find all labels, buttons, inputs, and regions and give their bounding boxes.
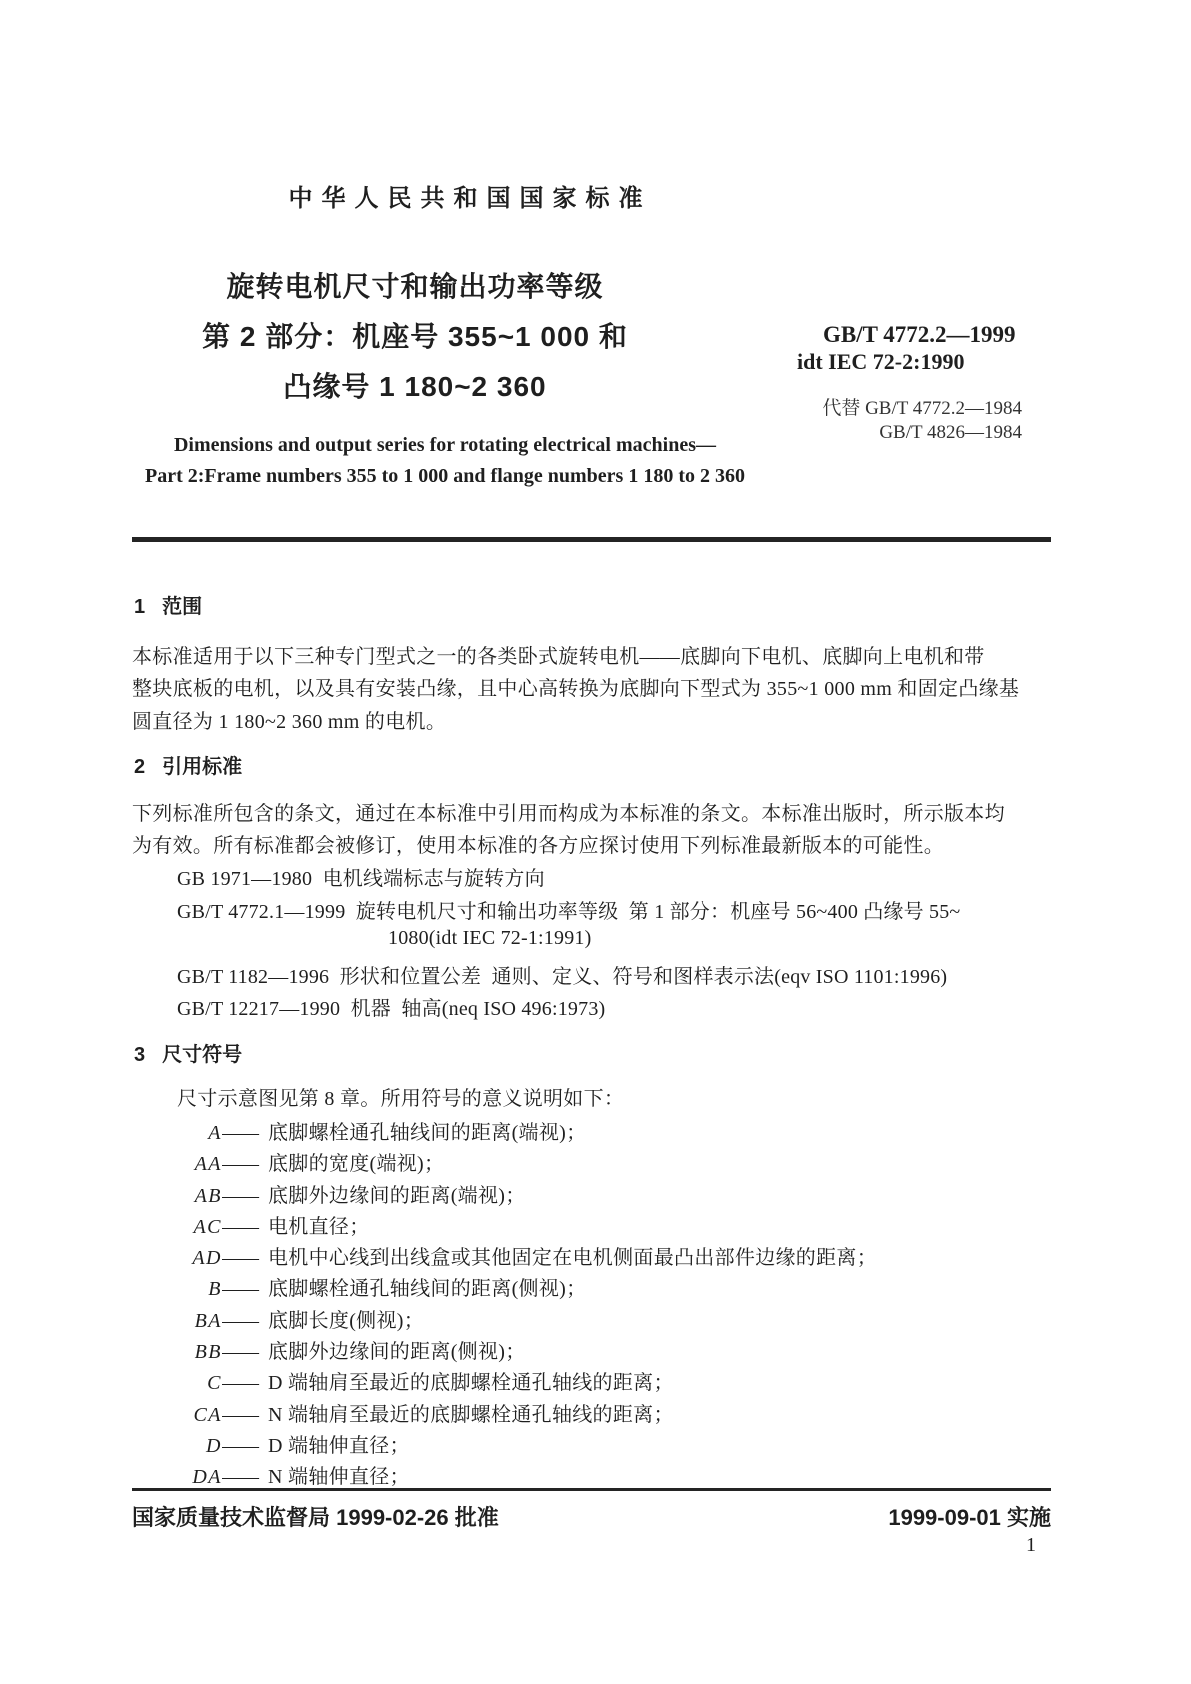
- symbol-dash: ——: [222, 1278, 256, 1301]
- section-1-title: 范围: [162, 596, 203, 618]
- reference-entry: GB/T 4772.1—1999 旋转电机尺寸和输出功率等级 第 1 部分：机座号 56~400 凸缘号 55~: [177, 900, 961, 923]
- section-2-paragraph: [132, 797, 1053, 862]
- symbol-dash: ——: [222, 1184, 256, 1207]
- symbol-dash: ——: [222, 1466, 256, 1489]
- section-2-heading: [134, 750, 242, 779]
- symbol-definition: [132, 1460, 1053, 1491]
- section-3-heading: [134, 1038, 242, 1067]
- standard-title-chinese: [90, 262, 740, 412]
- section-3-number: 3: [134, 1044, 146, 1066]
- replaces-block: [822, 397, 1022, 445]
- section-1-number: 1: [134, 596, 146, 618]
- replaces-line-1: 代替 GB/T 4772.2—1984: [822, 398, 1022, 419]
- symbol-list-intro: 尺寸示意图见第 8 章。所用符号的意义说明如下：: [177, 1088, 625, 1110]
- paragraph-line: 为有效。所有标准都会被修订，使用本标准的各方应探讨使用下列标准最新版本的可能性。: [132, 835, 944, 858]
- section-1-paragraph: [132, 640, 1053, 737]
- paragraph-line: 下列标准所包含的条文，通过在本标准中引用而构成为本标准的条文。本标准出版时，所示版本均: [132, 803, 1005, 825]
- section-2-number: 2: [134, 756, 146, 778]
- reference-entry: GB 1971—1980 电机线端标志与旋转方向: [177, 868, 545, 890]
- reference-entry: GB/T 12217—1990 机器 轴高(neq ISO 496:1973): [177, 998, 606, 1020]
- symbol-definition: [132, 1147, 1053, 1178]
- approval-note: 国家质量技术监督局 1999-02-26 批准: [132, 1505, 499, 1530]
- symbol-letter: B: [208, 1278, 222, 1301]
- national-standard-label: 中华人民共和国国家标准: [288, 185, 652, 212]
- symbol-definition: [132, 1210, 1053, 1241]
- title-en-line-2: Part 2:Frame numbers 355 to 1 000 and flange numbers 1 180 to 2 360: [145, 465, 745, 487]
- section-1-heading: [134, 590, 202, 619]
- symbol-dash: ——: [222, 1122, 256, 1144]
- reference-entry: GB/T 1182—1996 形状和位置公差 通则、定义、符号和图样表示法(eqv ISO 1101:1996): [177, 965, 948, 988]
- reference-list: [132, 862, 1053, 1025]
- symbol-definition: [132, 1272, 1053, 1303]
- symbol-letter: BA: [194, 1309, 222, 1332]
- symbol-definition: [132, 1241, 1053, 1272]
- footer-divider-rule: [132, 1488, 1051, 1491]
- symbol-description: N 端轴伸直径；: [268, 1466, 410, 1489]
- symbol-letter: DA: [192, 1466, 222, 1489]
- symbol-definition: [132, 1429, 1053, 1460]
- symbol-dash: ——: [222, 1247, 256, 1270]
- symbol-dash: ——: [222, 1153, 256, 1176]
- symbol-definition: [132, 1335, 1053, 1366]
- title-cn-line-2: 第 2 部分：机座号 355~1 000 和: [202, 321, 628, 352]
- symbol-dash: ——: [222, 1341, 256, 1364]
- paragraph-line: 本标准适用于以下三种专门型式之一的各类卧式旋转电机——底脚向下电机、底脚向上电机和带: [132, 646, 985, 668]
- symbol-description: D 端轴伸直径；: [268, 1434, 410, 1457]
- title-cn-line-3: 凸缘号 1 180~2 360: [283, 371, 547, 402]
- page-number: 1: [1026, 1534, 1036, 1556]
- symbol-letter: AD: [192, 1247, 222, 1270]
- idt-code: idt IEC 72-2:1990: [797, 349, 965, 374]
- symbol-letter: C: [207, 1372, 222, 1395]
- symbol-letter: AA: [194, 1153, 222, 1176]
- title-en-line-1: Dimensions and output series for rotating electrical machines—: [173, 434, 716, 456]
- symbol-definition: [132, 1366, 1053, 1397]
- symbol-letter: A: [208, 1122, 222, 1144]
- section-2-title: 引用标准: [162, 756, 243, 778]
- symbol-definition: [132, 1116, 1053, 1147]
- symbol-letter: BB: [194, 1341, 222, 1364]
- section-3-title: 尺寸符号: [162, 1044, 243, 1066]
- symbol-dash: ——: [222, 1372, 256, 1395]
- symbol-definition-list: [132, 1116, 1053, 1492]
- reference-entry: 1080(idt IEC 72-1:1991): [388, 927, 592, 949]
- paragraph-line: 圆直径为 1 180~2 360 mm 的电机。: [132, 710, 447, 733]
- symbol-dash: ——: [222, 1403, 256, 1426]
- symbol-dash: ——: [222, 1215, 256, 1238]
- symbol-description: D 端轴肩至最近的底脚螺栓通孔轴线的距离；: [268, 1372, 674, 1395]
- symbol-description: 底脚的宽度(端视)；: [268, 1153, 445, 1176]
- symbol-letter: CA: [193, 1403, 222, 1426]
- symbol-description: 底脚外边缘间的距离(端视)；: [268, 1184, 526, 1207]
- symbol-description: 底脚螺栓通孔轴线间的距离(侧视)；: [268, 1278, 587, 1301]
- symbol-dash: ——: [222, 1434, 256, 1457]
- symbol-definition: [132, 1398, 1053, 1429]
- symbol-letter: AB: [194, 1184, 222, 1207]
- symbol-description: 底脚外边缘间的距离(侧视)；: [268, 1341, 526, 1364]
- replaces-line-2: GB/T 4826—1984: [879, 422, 1022, 443]
- symbol-description: N 端轴肩至最近的底脚螺栓通孔轴线的距离；: [268, 1403, 674, 1426]
- symbol-description: 电机直径；: [268, 1215, 370, 1238]
- symbol-definition: [132, 1304, 1053, 1335]
- paragraph-line: 整块底板的电机，以及具有安装凸缘，且中心高转换为底脚向下型式为 355~1 000 mm 和固定凸缘基: [132, 678, 1020, 701]
- symbol-letter: AC: [193, 1215, 222, 1238]
- title-cn-line-1: 旋转电机尺寸和输出功率等级: [226, 271, 604, 302]
- implementation-note: 1999-09-01 实施: [888, 1505, 1051, 1530]
- header-divider-rule: [132, 537, 1051, 542]
- standard-title-english: [117, 430, 773, 492]
- symbol-letter: D: [206, 1434, 222, 1457]
- symbol-description: 电机中心线到出线盒或其他固定在电机侧面最凸出部件边缘的距离；: [268, 1247, 877, 1270]
- standard-code: GB/T 4772.2—1999: [823, 322, 1016, 347]
- symbol-dash: ——: [222, 1309, 256, 1332]
- symbol-description: 底脚长度(侧视)；: [268, 1309, 425, 1332]
- symbol-definition: [132, 1179, 1053, 1210]
- symbol-description: 底脚螺栓通孔轴线间的距离(端视)；: [268, 1122, 587, 1144]
